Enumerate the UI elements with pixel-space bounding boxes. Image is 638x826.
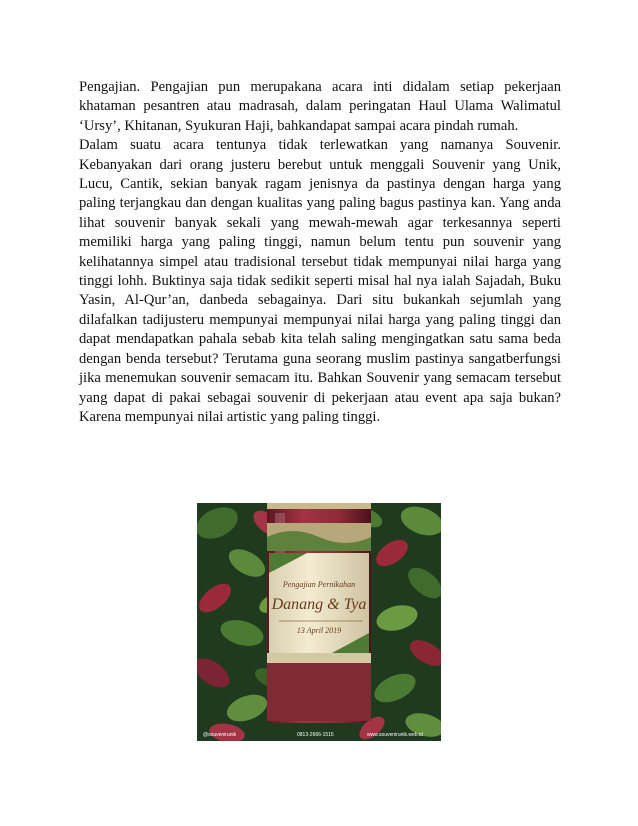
photo-watermark: [203, 732, 423, 738]
paragraph-1: Pengajian. Pengajian pun merupakana acara inti didalam setiap pekerjaan khataman pesantren atau madrasah, dalam peringatan Haul Ulama Walimatul ‘Ursy’, Khitanan, Syukuran Haji, bahkandapat sampai acara pindah rumah.: [79, 79, 561, 134]
souvenir-photo-illustration: [197, 503, 441, 741]
watermark-website: www.souvenirunik.web.id: [367, 732, 423, 738]
watermark-instagram: @souvenirunik: [203, 732, 237, 738]
watermark-phone: 0813-2666-1515: [297, 732, 334, 738]
body-text: [79, 78, 561, 427]
jar-label-names: Danang & Tya: [271, 596, 367, 613]
jar-label-line1: Pengajian Pernikahan: [282, 580, 356, 589]
paragraph-2: Dalam suatu acara tentunya tidak terlewatkan yang namanya Souvenir. Kebanyakan dari orang justeru berebut untuk menggali Souvenir yang Unik, Lucu, Cantik, sekian banyak ragam jenisnya da pastinya dengan harga yang paling terjangkau dan dengan kualitas yang paling bagus pastinya kan. Yang anda lihat souvenir banyak sekali yang mewah-mewah agar terkesannya seperti memiliki harga yang paling tinggi, namun belum tentu pun souvenir yang kelihatannya simpel atau tradisional tersebut tidak mempunyai nilai harga yang tinggi lohh. Buktinya saja tidak sedikit seperti misal hal nya ialah Sajadah, Buku Yasin, Al-Qur’an, danbeda sebagainya. Dari situ bukankah sejumlah yang dilafalkan tadijusteru mempunyai mempunyai nilai harga yang paling tinggi dan dapat mendapatkan pahala sebab kita telah saling mengingatkan satu sama beda dengan benda tersebut? Terutama guna seorang muslim pastinya sangatberfungsi jika menemukan souvenir semacam itu. Bahkan Souvenir yang semacam tersebut yang dapat di pakai sebagai souvenir di pekerjaan atau event apa saja bukan? Karena mempunyai nilai artistic yang paling tinggi.: [79, 137, 561, 425]
souvenir-jar: [267, 503, 371, 723]
jar-label-date: 13 April 2019: [296, 626, 342, 635]
souvenir-photo: [197, 503, 441, 741]
